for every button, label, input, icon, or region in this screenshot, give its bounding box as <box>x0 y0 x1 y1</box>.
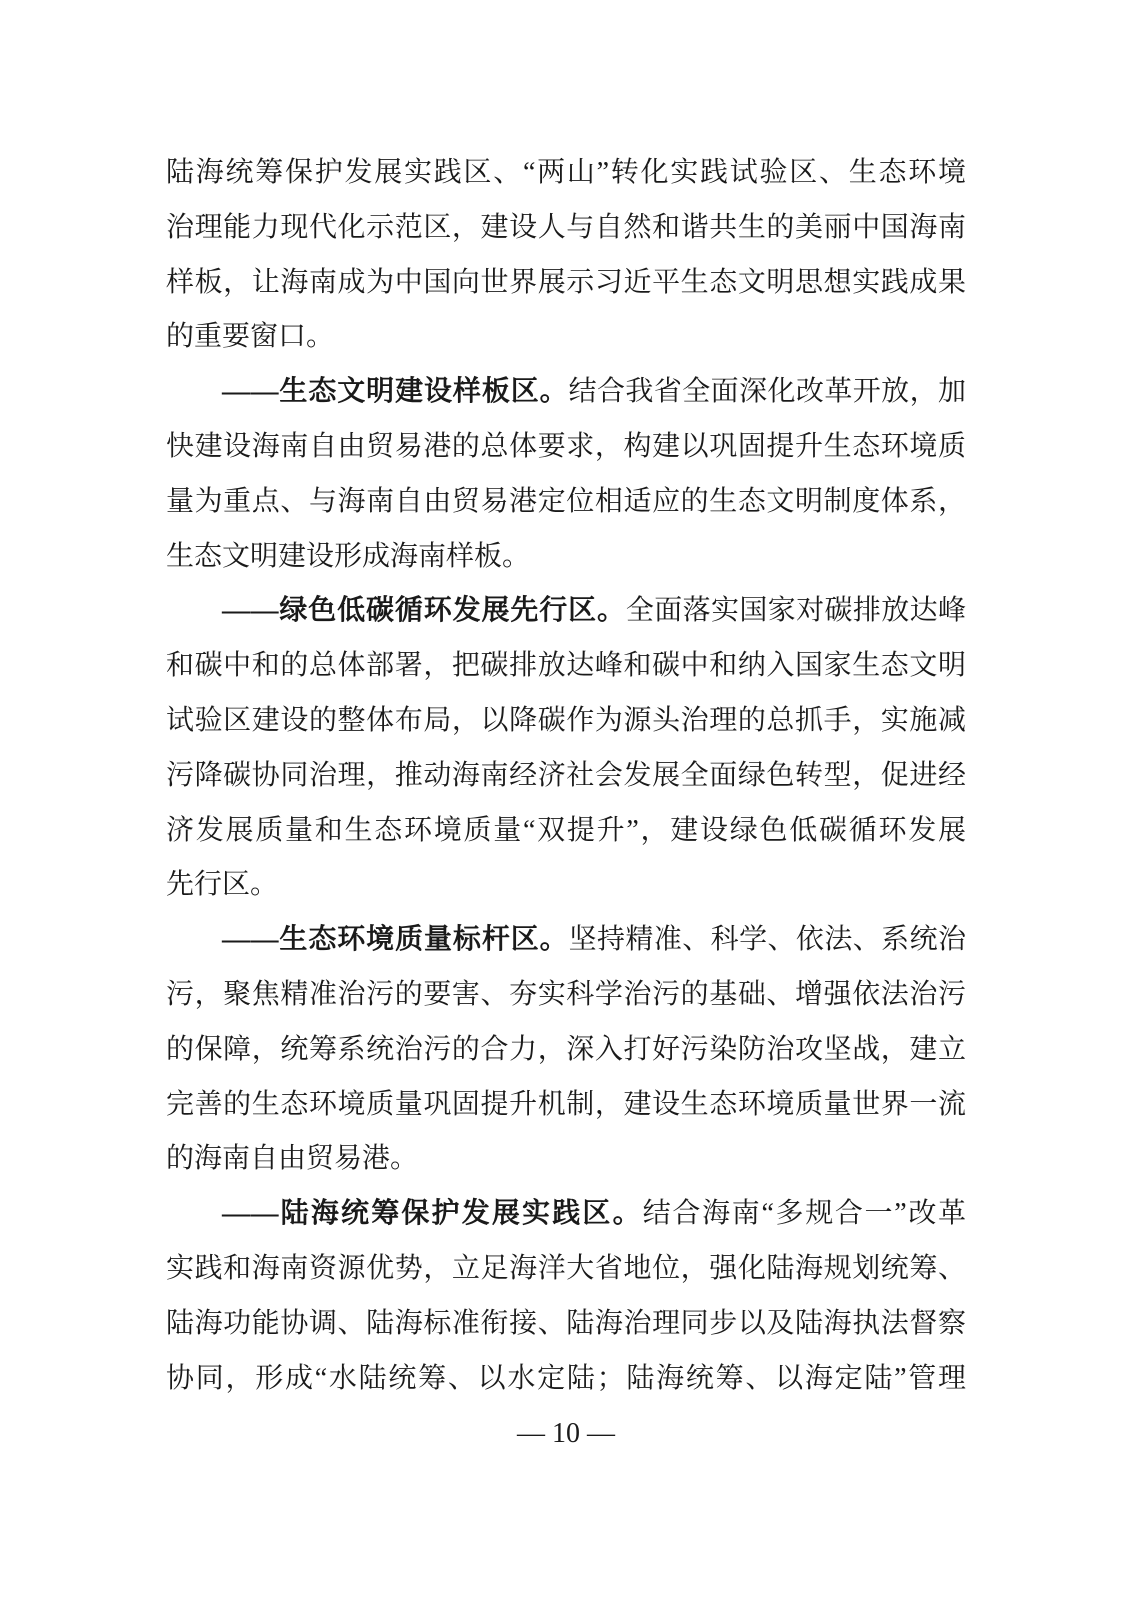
text-line <box>166 749 966 804</box>
text-line <box>166 858 966 913</box>
text-line <box>166 530 966 585</box>
line-text: 污，聚焦精准治污的要害、夯实科学治污的基础、增强依法治污 <box>166 978 966 1010</box>
line-text: 量为重点、与海南自由贸易港定位相适应的生态文明制度体系， <box>166 485 966 517</box>
line-text: 先行区。 <box>166 869 279 901</box>
text-line <box>166 1023 966 1078</box>
line-text: 结合海南“多规合一”改革 <box>642 1198 966 1230</box>
text-line <box>166 1352 966 1407</box>
line-text: 治理能力现代化示范区，建设人与自然和谐共生的美丽中国海南 <box>166 211 966 243</box>
text-line <box>166 694 966 749</box>
text-line <box>166 475 966 530</box>
line-text: 济发展质量和生态环境质量“双提升”，建设绿色低碳循环发展 <box>166 814 966 846</box>
line-text: 快建设海南自由贸易港的总体要求，构建以巩固提升生态环境质 <box>166 430 966 462</box>
text-line <box>166 804 966 859</box>
paragraph-lead-bold: ——生态文明建设样板区。 <box>222 376 569 408</box>
paragraph-lead-bold: ——绿色低碳循环发展先行区。 <box>222 595 626 627</box>
text-line <box>166 201 966 256</box>
text-line <box>166 310 966 365</box>
paragraph-first-line <box>166 365 966 420</box>
paragraph-first-line <box>166 584 966 639</box>
text-line <box>166 256 966 311</box>
text-line <box>166 1132 966 1187</box>
line-text: 实践和海南资源优势，立足海洋大省地位，强化陆海规划统筹、 <box>166 1252 966 1284</box>
text-line <box>166 146 966 201</box>
line-text: 污降碳协同治理，推动海南经济社会发展全面绿色转型，促进经 <box>166 759 966 791</box>
line-text: 坚持精准、科学、依法、系统治 <box>568 924 966 956</box>
line-text: 生态文明建设形成海南样板。 <box>166 540 531 572</box>
line-text: 全面落实国家对碳排放达峰 <box>625 595 966 627</box>
text-line <box>166 1078 966 1133</box>
text-line <box>166 968 966 1023</box>
line-text: 的重要窗口。 <box>166 321 335 353</box>
line-text: 的保障，统筹系统治污的合力，深入打好污染防治攻坚战，建立 <box>166 1033 966 1065</box>
line-text: 完善的生态环境质量巩固提升机制，建设生态环境质量世界一流 <box>166 1088 966 1120</box>
text-line <box>166 639 966 694</box>
line-text: 陆海统筹保护发展实践区、“两山”转化实践试验区、生态环境 <box>166 157 966 188</box>
line-text: 和碳中和的总体部署，把碳排放达峰和碳中和纳入国家生态文明 <box>166 650 966 682</box>
line-text: 陆海功能协调、陆海标准衔接、陆海治理同步以及陆海执法督察 <box>166 1307 966 1339</box>
paragraph-lead-bold: ——陆海统筹保护发展实践区。 <box>222 1198 643 1230</box>
text-line <box>166 1242 966 1297</box>
paragraph-lead-bold: ——生态环境质量标杆区。 <box>222 924 569 956</box>
line-text: 样板，让海南成为中国向世界展示习近平生态文明思想实践成果 <box>166 266 966 298</box>
page-number: — 10 — <box>517 1418 615 1449</box>
document-body <box>166 146 966 1406</box>
line-text: 协同，形成“水陆统筹、以水定陆；陆海统筹、以海定陆”管理 <box>166 1362 966 1394</box>
paragraph-first-line <box>166 1187 966 1242</box>
line-text: 结合我省全面深化改革开放，加 <box>568 376 966 408</box>
line-text: 的海南自由贸易港。 <box>166 1143 419 1175</box>
paragraph-first-line <box>166 913 966 968</box>
text-line <box>166 420 966 475</box>
text-line <box>166 1297 966 1352</box>
line-text: 试验区建设的整体布局，以降碳作为源头治理的总抓手，实施减 <box>166 704 966 736</box>
